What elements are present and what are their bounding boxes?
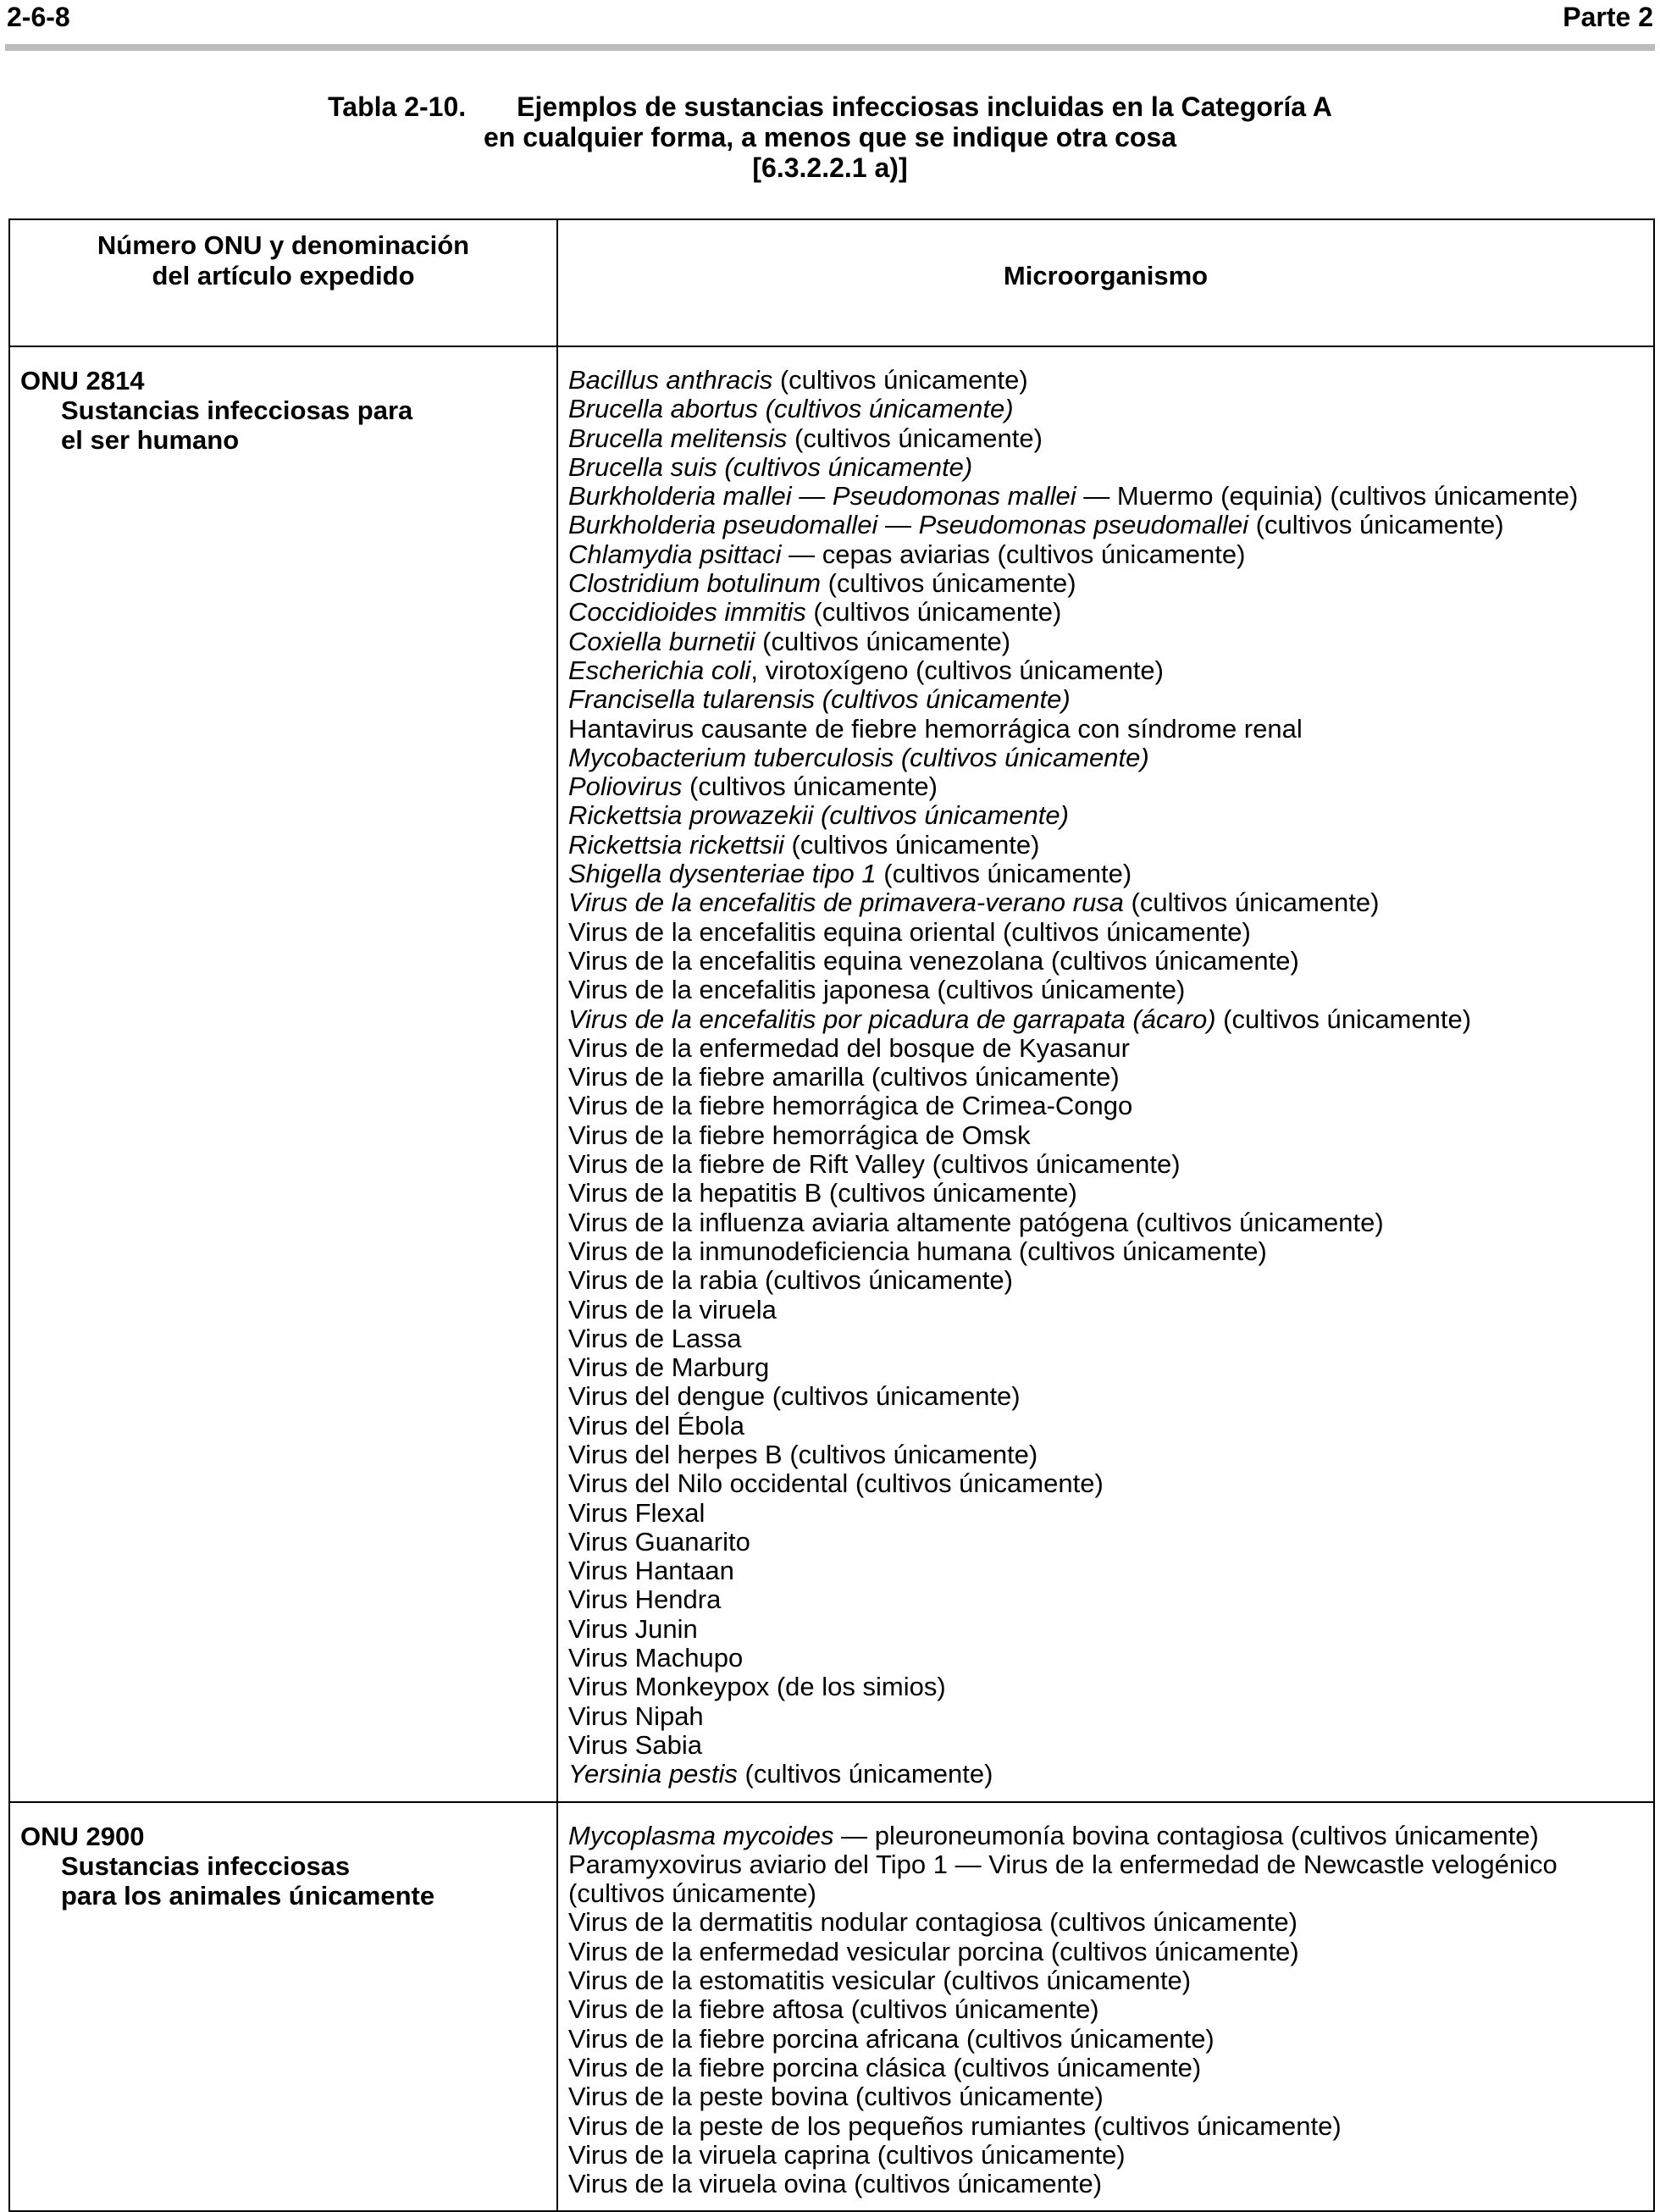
microorganism-item bbox=[568, 1063, 1653, 1092]
microorganism-item bbox=[568, 1760, 1653, 1789]
table-title bbox=[0, 91, 1660, 183]
title-text-1: Ejemplos de sustancias infecciosas incluidas en la Categoría A bbox=[517, 91, 1332, 122]
un-number-cell bbox=[9, 1802, 557, 2212]
microorganism-item bbox=[568, 947, 1653, 976]
microorganism-item bbox=[568, 1412, 1653, 1441]
microorganism-item bbox=[568, 1585, 1653, 1614]
microorganism-item bbox=[568, 2170, 1653, 2198]
microorganism-cell bbox=[557, 346, 1654, 1802]
title-line-2: en cualquier forma, a menos que se indique otra cosa bbox=[484, 122, 1176, 152]
microorganism-item bbox=[568, 1499, 1653, 1528]
microorganism-item bbox=[568, 1179, 1653, 1208]
microorganism-item bbox=[568, 598, 1653, 627]
microorganism-text: (cultivos únicamente) bbox=[787, 423, 1043, 453]
microorganism-item bbox=[568, 1731, 1653, 1760]
microorganism-item bbox=[568, 1557, 1653, 1585]
col1-header-line-1: Número ONU y denominación bbox=[97, 230, 470, 260]
microorganism-text: Burkholderia mallei bbox=[568, 481, 792, 512]
microorganism-item bbox=[568, 1528, 1653, 1557]
microorganism-text: Virus de la fiebre hemorrágica de Omsk bbox=[568, 1120, 1031, 1150]
microorganism-text: Virus Machupo bbox=[568, 1643, 744, 1673]
microorganism-text: Virus de la hepatitis B (cultivos únicamente) bbox=[568, 1178, 1077, 1208]
microorganism-text: Virus de la encefalitis de primavera-verano rusa bbox=[568, 888, 1124, 918]
microorganism-text: (cultivos únicamente) bbox=[568, 1878, 816, 1909]
microorganism-item bbox=[568, 2112, 1653, 2141]
microorganism-text: — Muermo (equinia) (cultivos únicamente) bbox=[1076, 481, 1579, 512]
microorganism-text: — bbox=[877, 510, 919, 540]
microorganism-text: Virus del Nilo occidental (cultivos únicamente) bbox=[568, 1468, 1104, 1499]
microorganism-text: (cultivos únicamente) bbox=[805, 597, 1062, 628]
shipping-name-line: Sustancias infecciosas para bbox=[61, 395, 413, 425]
microorganism-item bbox=[568, 2054, 1653, 2082]
col2-header: Microorganismo bbox=[557, 219, 1654, 346]
microorganism-item bbox=[568, 1879, 1653, 1908]
microorganism-text: Virus de la dermatitis nodular contagiosa (cultivos únicamente) bbox=[568, 1907, 1298, 1938]
table-row bbox=[9, 1802, 1654, 2212]
microorganism-item bbox=[568, 976, 1653, 1004]
microorganism-text: Virus del herpes B (cultivos únicamente) bbox=[568, 1439, 1038, 1469]
microorganism-item bbox=[568, 1938, 1653, 1966]
microorganism-text: Rickettsia prowazekii (cultivos únicamente) bbox=[568, 800, 1069, 831]
microorganism-text: Virus de Lassa bbox=[568, 1323, 742, 1353]
microorganism-text: (cultivos únicamente) bbox=[772, 365, 1028, 395]
microorganism-text: Virus Guanarito bbox=[568, 1526, 750, 1557]
microorganism-item bbox=[568, 1469, 1653, 1498]
microorganism-text: Virus de la fiebre de Rift Valley (cultivos únicamente) bbox=[568, 1149, 1181, 1180]
microorganism-text: Virus de la rabia (cultivos únicamente) bbox=[568, 1265, 1013, 1296]
microorganism-item bbox=[568, 2025, 1653, 2054]
microorganism-text: (cultivos únicamente) bbox=[821, 568, 1076, 599]
microorganism-text: Virus de la viruela bbox=[568, 1294, 777, 1324]
microorganism-text: (cultivos únicamente) bbox=[876, 859, 1132, 889]
part-label: Parte 2 bbox=[1563, 2, 1653, 32]
microorganism-text: Bacillus anthracis bbox=[568, 365, 773, 395]
microorganism-item bbox=[568, 1237, 1653, 1266]
microorganism-text: Rickettsia rickettsii bbox=[568, 829, 784, 860]
microorganism-text: Virus de la enfermedad del bosque de Kyasanur bbox=[568, 1032, 1130, 1063]
microorganism-item bbox=[568, 715, 1653, 744]
microorganism-text: Brucella melitensis bbox=[568, 423, 788, 453]
microorganism-text: (cultivos únicamente) bbox=[1248, 510, 1504, 540]
microorganism-item bbox=[568, 860, 1653, 888]
microorganism-item bbox=[568, 801, 1653, 830]
microorganism-item bbox=[568, 540, 1653, 569]
microorganism-text: Virus de la fiebre porcina clásica (cultivos únicamente) bbox=[568, 2052, 1202, 2082]
microorganism-text: Brucella abortus (cultivos únicamente) bbox=[568, 394, 1014, 424]
title-line-3: [6.3.2.2.1 a)] bbox=[752, 152, 908, 183]
microorganism-item bbox=[568, 1673, 1653, 1701]
microorganism-text: Mycobacterium tuberculosis (cultivos únicamente) bbox=[568, 742, 1149, 772]
microorganism-text: — bbox=[791, 481, 833, 512]
microorganism-item bbox=[568, 511, 1653, 539]
microorganism-text: Yersinia pestis bbox=[568, 1759, 738, 1789]
microorganism-text: (cultivos únicamente) bbox=[737, 1759, 993, 1789]
page-number: 2-6-8 bbox=[7, 2, 70, 32]
microorganism-text: Poliovirus bbox=[568, 771, 683, 802]
microorganism-text: (cultivos únicamente) bbox=[1215, 1004, 1472, 1034]
microorganism-text: Virus Flexal bbox=[568, 1497, 706, 1528]
microorganism-item bbox=[568, 1296, 1653, 1324]
microorganism-text: Virus de la encefalitis equina oriental (cultivos únicamente) bbox=[568, 916, 1251, 947]
microorganism-item bbox=[568, 1034, 1653, 1063]
microorganism-text: Chlamydia psittaci bbox=[568, 539, 782, 569]
microorganism-item bbox=[568, 569, 1653, 598]
microorganism-text: — pleuroneumonía bovina contagiosa (cultivos únicamente) bbox=[833, 1820, 1539, 1850]
microorganism-item bbox=[568, 1382, 1653, 1411]
microorganism-text: (cultivos únicamente) bbox=[783, 829, 1040, 860]
col1-header-line-2: del artículo expedido bbox=[152, 261, 415, 290]
microorganism-item bbox=[568, 772, 1653, 801]
microorganism-item bbox=[568, 1644, 1653, 1673]
microorganism-item bbox=[568, 1966, 1653, 1995]
microorganism-text: Virus Monkeypox (de los simios) bbox=[568, 1672, 946, 1702]
shipping-name-line: el ser humano bbox=[61, 425, 240, 455]
microorganism-item bbox=[568, 744, 1653, 772]
microorganism-item bbox=[568, 424, 1653, 453]
microorganism-text: Paramyxovirus aviario del Tipo 1 — Virus de la enfermedad de Newcastle velogénico bbox=[568, 1849, 1558, 1879]
microorganism-text: Virus de la viruela caprina (cultivos únicamente) bbox=[568, 2139, 1126, 2170]
microorganism-text: , virotoxígeno (cultivos únicamente) bbox=[750, 655, 1164, 685]
microorganism-item bbox=[568, 482, 1653, 511]
microorganism-item bbox=[568, 831, 1653, 860]
microorganism-text: (cultivos únicamente) bbox=[682, 771, 938, 802]
microorganism-item bbox=[568, 2082, 1653, 2111]
microorganism-text: Virus de la fiebre amarilla (cultivos únicamente) bbox=[568, 1062, 1120, 1092]
microorganism-item bbox=[568, 1850, 1653, 1879]
microorganism-item bbox=[568, 1353, 1653, 1382]
microorganism-item bbox=[568, 1702, 1653, 1731]
microorganism-text: Hantavirus causante de fiebre hemorrágica con síndrome renal bbox=[568, 713, 1303, 744]
microorganism-text: Virus Hendra bbox=[568, 1584, 722, 1615]
microorganism-cell bbox=[557, 1802, 1654, 2212]
table-header-row bbox=[9, 219, 1654, 346]
page-header bbox=[7, 0, 1653, 42]
microorganism-item bbox=[568, 628, 1653, 656]
microorganism-text: Virus de la peste de los pequeños rumiantes (cultivos únicamente) bbox=[568, 2110, 1342, 2141]
microorganism-text: Mycoplasma mycoides bbox=[568, 1820, 834, 1850]
microorganism-item bbox=[568, 2141, 1653, 2170]
microorganism-text: Shigella dysenteriae tipo 1 bbox=[568, 859, 877, 889]
un-number-cell bbox=[9, 346, 557, 1802]
microorganism-item bbox=[568, 1266, 1653, 1295]
microorganism-text: Virus del Ébola bbox=[568, 1410, 744, 1441]
microorganism-item bbox=[568, 888, 1653, 917]
microorganism-item bbox=[568, 1908, 1653, 1937]
microorganism-text: Brucella suis (cultivos únicamente) bbox=[568, 451, 973, 482]
microorganism-text: Coccidioides immitis bbox=[568, 597, 806, 628]
microorganism-item bbox=[568, 1615, 1653, 1644]
microorganism-item bbox=[568, 366, 1653, 395]
microorganism-item bbox=[568, 1324, 1653, 1353]
microorganism-text: Virus de la fiebre aftosa (cultivos únicamente) bbox=[568, 1994, 1099, 2025]
microorganism-text: (cultivos únicamente) bbox=[755, 626, 1011, 656]
microorganism-text: Virus de la fiebre porcina africana (cultivos únicamente) bbox=[568, 2023, 1215, 2054]
title-line-1 bbox=[0, 91, 1660, 122]
microorganism-text: Virus de la enfermedad vesicular porcina (cultivos únicamente) bbox=[568, 1936, 1299, 1966]
microorganism-item bbox=[568, 1208, 1653, 1237]
microorganism-item bbox=[568, 1005, 1653, 1034]
microorganism-item bbox=[568, 1822, 1653, 1850]
microorganism-item bbox=[568, 685, 1653, 714]
microorganism-item bbox=[568, 1441, 1653, 1469]
microorganism-text: Virus de la estomatitis vesicular (cultivos únicamente) bbox=[568, 1966, 1192, 1996]
microorganism-item bbox=[568, 1092, 1653, 1120]
un-number: ONU 2814 bbox=[20, 366, 145, 395]
microorganism-text: Virus Junin bbox=[568, 1613, 698, 1644]
microorganism-text: Burkholderia pseudomallei bbox=[568, 510, 878, 540]
microorganism-item bbox=[568, 1121, 1653, 1150]
microorganism-text: Pseudomonas pseudomallei bbox=[918, 510, 1249, 540]
microorganism-text: Virus del dengue (cultivos únicamente) bbox=[568, 1381, 1021, 1412]
microorganism-text: Escherichia coli bbox=[568, 655, 751, 685]
shipping-name-line: Sustancias infecciosas bbox=[61, 1850, 351, 1881]
un-number: ONU 2900 bbox=[20, 1821, 145, 1851]
microorganism-text: — cepas aviarias (cultivos únicamente) bbox=[781, 539, 1246, 569]
microorganism-text: Virus de Marburg bbox=[568, 1352, 770, 1383]
microorganism-text: Virus de la influenza aviaria altamente patógena (cultivos únicamente) bbox=[568, 1207, 1384, 1237]
table-number: Tabla 2-10. bbox=[328, 91, 467, 122]
col1-header bbox=[9, 219, 557, 346]
microorganism-text: (cultivos únicamente) bbox=[1123, 888, 1380, 918]
microorganism-text: Virus de la viruela ovina (cultivos únicamente) bbox=[568, 2169, 1103, 2199]
table-row bbox=[9, 346, 1654, 1802]
shipping-name-line: para los animales únicamente bbox=[61, 1880, 435, 1911]
microorganism-item bbox=[568, 453, 1653, 482]
microorganism-text: Virus de la fiebre hemorrágica de Crimea-Congo bbox=[568, 1091, 1133, 1121]
microorganism-text: Virus Sabia bbox=[568, 1729, 702, 1760]
microorganism-item bbox=[568, 1995, 1653, 2024]
microorganism-item bbox=[568, 395, 1653, 423]
microorganism-text: Virus de la peste bovina (cultivos únicamente) bbox=[568, 2082, 1104, 2112]
microorganism-item bbox=[568, 1150, 1653, 1179]
substances-table bbox=[8, 218, 1655, 2212]
microorganism-text: Virus de la encefalitis japonesa (cultivos únicamente) bbox=[568, 975, 1186, 1005]
microorganism-text: Virus Nipah bbox=[568, 1700, 704, 1731]
microorganism-text: Virus Hantaan bbox=[568, 1556, 734, 1586]
microorganism-text: Francisella tularensis (cultivos únicamente) bbox=[568, 684, 1071, 715]
microorganism-text: Virus de la encefalitis equina venezolana (cultivos únicamente) bbox=[568, 945, 1299, 976]
microorganism-text: Coxiella burnetii bbox=[568, 626, 755, 656]
microorganism-text: Clostridium botulinum bbox=[568, 568, 822, 599]
microorganism-item bbox=[568, 656, 1653, 685]
microorganism-text: Pseudomonas mallei bbox=[832, 481, 1076, 512]
microorganism-text: Virus de la inmunodeficiencia humana (cultivos únicamente) bbox=[568, 1236, 1267, 1266]
microorganism-item bbox=[568, 918, 1653, 947]
header-rule bbox=[5, 44, 1655, 51]
microorganism-text: Virus de la encefalitis por picadura de garrapata (ácaro) bbox=[568, 1004, 1216, 1034]
